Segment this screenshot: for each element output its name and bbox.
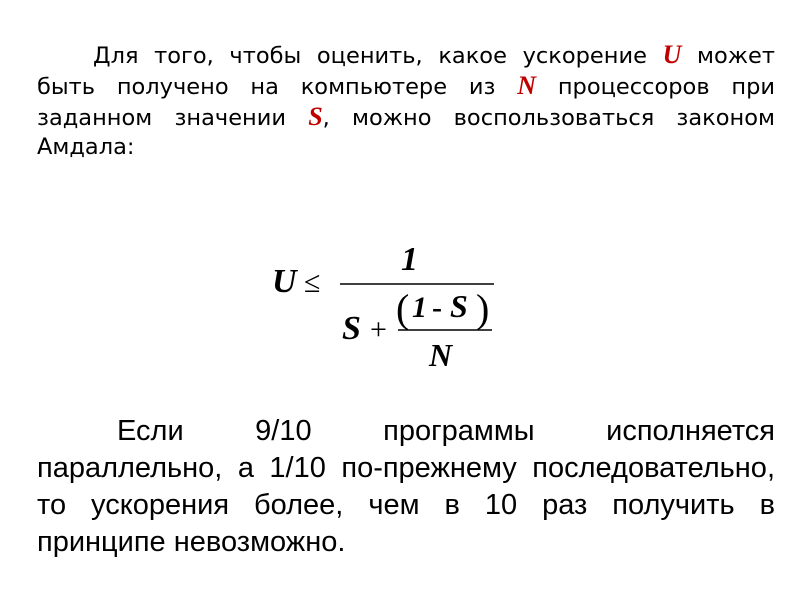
intro-text-part1: Для того, чтобы оценить, какое ускорение — [93, 43, 647, 69]
formula-numerator: 1 — [401, 241, 418, 278]
intro-text-part2: может быть получено на компьютере из — [37, 43, 776, 100]
conclusion-paragraph — [37, 413, 775, 561]
formula-inner-minus: - — [432, 291, 442, 324]
formula-paren-open: ( — [396, 286, 410, 331]
intro-paragraph — [37, 40, 775, 162]
formula-inner-s: S — [450, 288, 468, 324]
intro-text-part3: процессоров при заданном значении — [37, 74, 775, 131]
amdahl-formula — [262, 232, 522, 382]
formula-inner-denominator-n: N — [429, 337, 453, 373]
formula-inner-one: 1 — [412, 291, 427, 324]
formula-paren-close: ) — [476, 286, 490, 331]
formula-plus: + — [370, 313, 387, 346]
formula-denominator-s: S — [342, 310, 361, 347]
formula-relation: ≤ — [304, 266, 321, 299]
variable-u: U — [662, 40, 682, 69]
variable-s: S — [308, 102, 323, 131]
intro-text-part4: , можно воспользоваться законом Амдала: — [37, 105, 775, 160]
variable-n: N — [517, 71, 537, 100]
formula-lhs-u: U — [272, 263, 297, 300]
conclusion-text: Если 9/10 программы исполняется параллельно, а 1/10 по-прежнему последовательно, то ускорения более, чем в 10 раз получить в принципе невозможно. — [37, 415, 775, 558]
